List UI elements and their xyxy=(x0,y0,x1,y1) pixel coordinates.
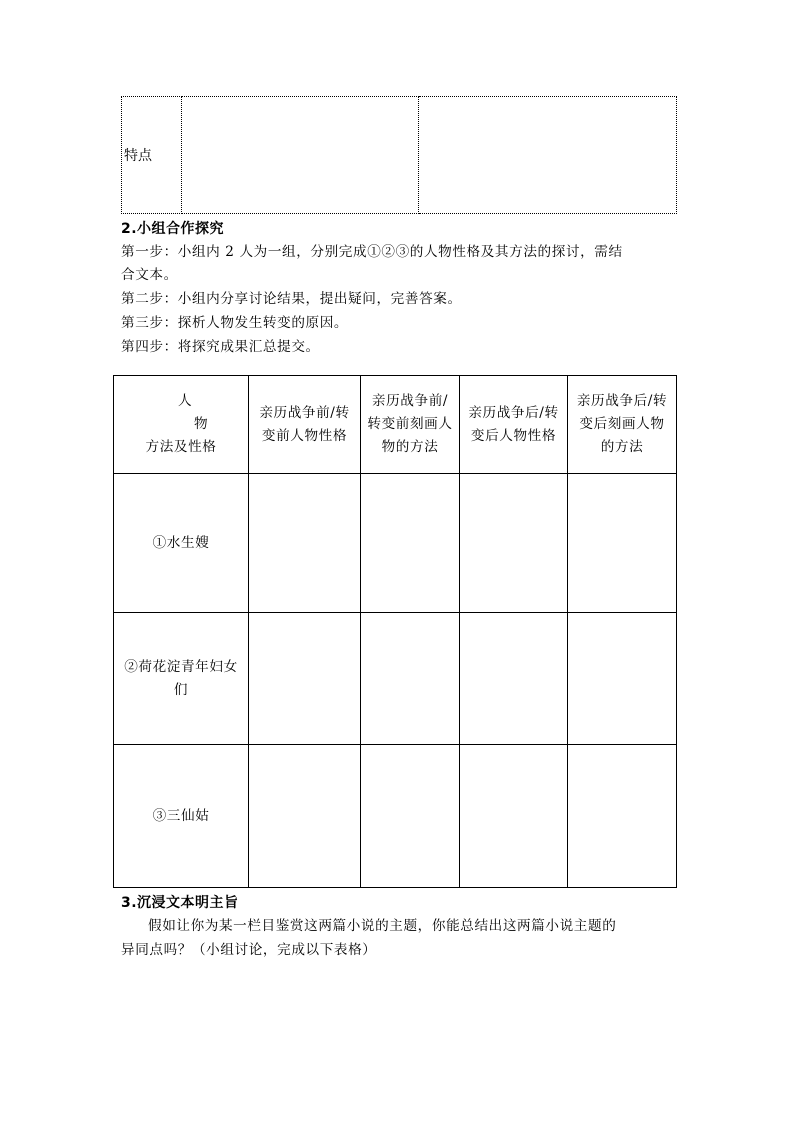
empty-cell xyxy=(419,97,677,214)
corner-header-cell xyxy=(114,376,249,474)
table-cell xyxy=(460,613,568,745)
row-label: ③三仙姑 xyxy=(114,745,249,888)
header-row xyxy=(114,376,677,474)
step-2: 第二步：小组内分享讨论结果，提出疑问，完善答案。 xyxy=(121,291,462,307)
empty-cell xyxy=(182,97,419,214)
step-4: 第四步：将探究成果汇总提交。 xyxy=(121,339,320,355)
table-row xyxy=(114,474,677,613)
table-cell xyxy=(249,745,361,888)
corner-bottom-label: 方法及性格 xyxy=(145,439,217,455)
corner-top-label: 人 xyxy=(178,393,193,409)
table-cell xyxy=(361,474,460,613)
table-cell xyxy=(249,474,361,613)
corner-middle-label: 物 xyxy=(194,416,209,432)
section-3-title: 3.沉浸文本明主旨 xyxy=(121,895,239,911)
table-cell xyxy=(568,745,677,888)
row-label: ②荷花淀青年妇女们 xyxy=(114,613,249,745)
table-cell xyxy=(361,745,460,888)
column-header: 亲历战争后/转变后人物性格 xyxy=(460,376,568,474)
paragraph-line-2: 异同点吗？（小组讨论，完成以下表格） xyxy=(121,942,377,958)
step-3: 第三步：探析人物发生转变的原因。 xyxy=(121,315,349,331)
section-2-title: 2.小组合作探究 xyxy=(121,221,225,237)
column-header: 亲历战争前/转变前人物性格 xyxy=(249,376,361,474)
step-1-line-2: 合文本。 xyxy=(121,267,178,283)
table-cell xyxy=(460,474,568,613)
step-1-line-1: 第一步：小组内 2 人为一组，分别完成①②③的人物性格及其方法的探讨，需结 xyxy=(121,244,623,260)
column-header: 亲历战争后/转变后刻画人物的方法 xyxy=(568,376,677,474)
row-label: 特点 xyxy=(122,97,182,214)
table-cell xyxy=(460,745,568,888)
table-cell xyxy=(361,613,460,745)
column-header: 亲历战争前/转变前刻画人物的方法 xyxy=(361,376,460,474)
row-label: ①水生嫂 xyxy=(114,474,249,613)
paragraph-line-1: 假如让你为某一栏目鉴赏这两篇小说的主题，你能总结出这两篇小说主题的 xyxy=(148,918,617,934)
table-row xyxy=(122,97,677,214)
table-cell xyxy=(249,613,361,745)
table-cell xyxy=(568,474,677,613)
fragment-table xyxy=(121,96,677,214)
table-cell xyxy=(568,613,677,745)
character-analysis-table xyxy=(113,375,677,888)
table-row xyxy=(114,613,677,745)
table-row xyxy=(114,745,677,888)
